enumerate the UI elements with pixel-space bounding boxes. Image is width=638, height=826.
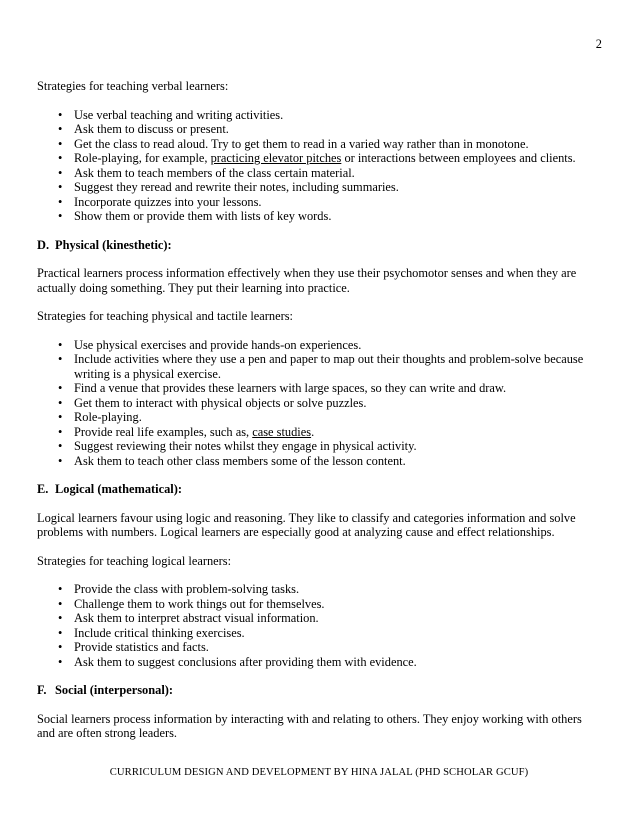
section-letter: E. <box>37 482 49 496</box>
page-content <box>37 79 602 741</box>
item-text: Role-playing, for example, <box>74 151 211 165</box>
list-item: • Show them or provide them with lists of key words. <box>37 209 602 224</box>
elevator-pitches-link[interactable]: practicing elevator pitches <box>210 151 342 165</box>
item-text: . <box>311 424 315 439</box>
list-item: • Use physical exercises and provide hands-on experiences. <box>37 338 602 353</box>
logical-strategies-list <box>37 582 602 669</box>
list-item: • Ask them to teach members of the class certain material. <box>37 166 602 181</box>
list-item: • Provide statistics and facts. <box>37 640 602 655</box>
section-letter: D. <box>37 237 50 252</box>
logical-strategies-intro: Strategies for teaching logical learners: <box>37 553 232 568</box>
list-item: • Get the class to read aloud. Try to get them to read in a varied way rather than in monotone. <box>37 137 602 152</box>
section-title: Social (interpersonal): <box>55 683 174 697</box>
verbal-strategies-list <box>37 108 602 224</box>
item-text: Provide real life examples, such as, <box>74 424 253 439</box>
physical-strategies-list <box>37 338 602 469</box>
list-item: • Get them to interact with physical objects or solve puzzles. <box>37 396 602 411</box>
list-item: • Include activities where they use a pen and paper to map out their thoughts and problem-solve because writing is a physical exercise. <box>37 352 602 381</box>
section-title: Logical (mathematical): <box>55 482 182 496</box>
verbal-strategies-intro: Strategies for teaching verbal learners: <box>37 79 229 93</box>
logical-paragraph: Logical learners favour using logic and reasoning. They like to classify and categories information and solve problems with numbers. Logical learners are especially good at analyzing cause and effect relationships. <box>37 510 576 539</box>
section-title: Physical (kinesthetic): <box>55 237 172 252</box>
list-item: • Role-playing. <box>37 410 602 425</box>
list-item: • Ask them to suggest conclusions after providing them with evidence. <box>37 655 602 670</box>
social-paragraph: Social learners process information by interacting with and relating to others. They enjoy working with others and are often strong leaders. <box>37 711 582 740</box>
physical-paragraph: Practical learners process information effectively when they use their psychomotor senses and when they are actually doing something. They put their learning into practice. <box>37 266 577 295</box>
list-item: • Use verbal teaching and writing activities. <box>37 108 602 123</box>
section-letter: F. <box>37 683 47 697</box>
case-studies-link[interactable]: case studies <box>252 424 312 439</box>
item-text: or interactions between employees and clients. <box>341 151 576 165</box>
list-item: • Incorporate quizzes into your lessons. <box>37 195 602 210</box>
list-item: • Suggest they reread and rewrite their notes, including summaries. <box>37 180 602 195</box>
list-item: • Include critical thinking exercises. <box>37 626 602 641</box>
list-item: • Ask them to discuss or present. <box>37 122 602 137</box>
physical-strategies-intro: Strategies for teaching physical and tactile learners: <box>37 309 293 323</box>
list-item: • Challenge them to work things out for themselves. <box>37 597 602 612</box>
list-item: • Suggest reviewing their notes whilst they engage in physical activity. <box>37 439 602 454</box>
section-heading-physical <box>37 238 602 253</box>
page-number: 2 <box>595 37 602 51</box>
list-item: • Provide the class with problem-solving tasks. <box>37 582 602 597</box>
list-item: • Ask them to interpret abstract visual information. <box>37 611 602 626</box>
section-heading-social <box>37 683 602 698</box>
list-item <box>37 151 602 166</box>
list-item: • Find a venue that provides these learners with large spaces, so they can write and draw. <box>37 381 602 396</box>
section-heading-logical <box>37 482 602 497</box>
list-item <box>37 425 602 440</box>
list-item: • Ask them to teach other class members some of the lesson content. <box>37 454 602 469</box>
page-footer: CURRICULUM DESIGN AND DEVELOPMENT BY HINA JALAL (PHD SCHOLAR GCUF) <box>109 767 529 778</box>
